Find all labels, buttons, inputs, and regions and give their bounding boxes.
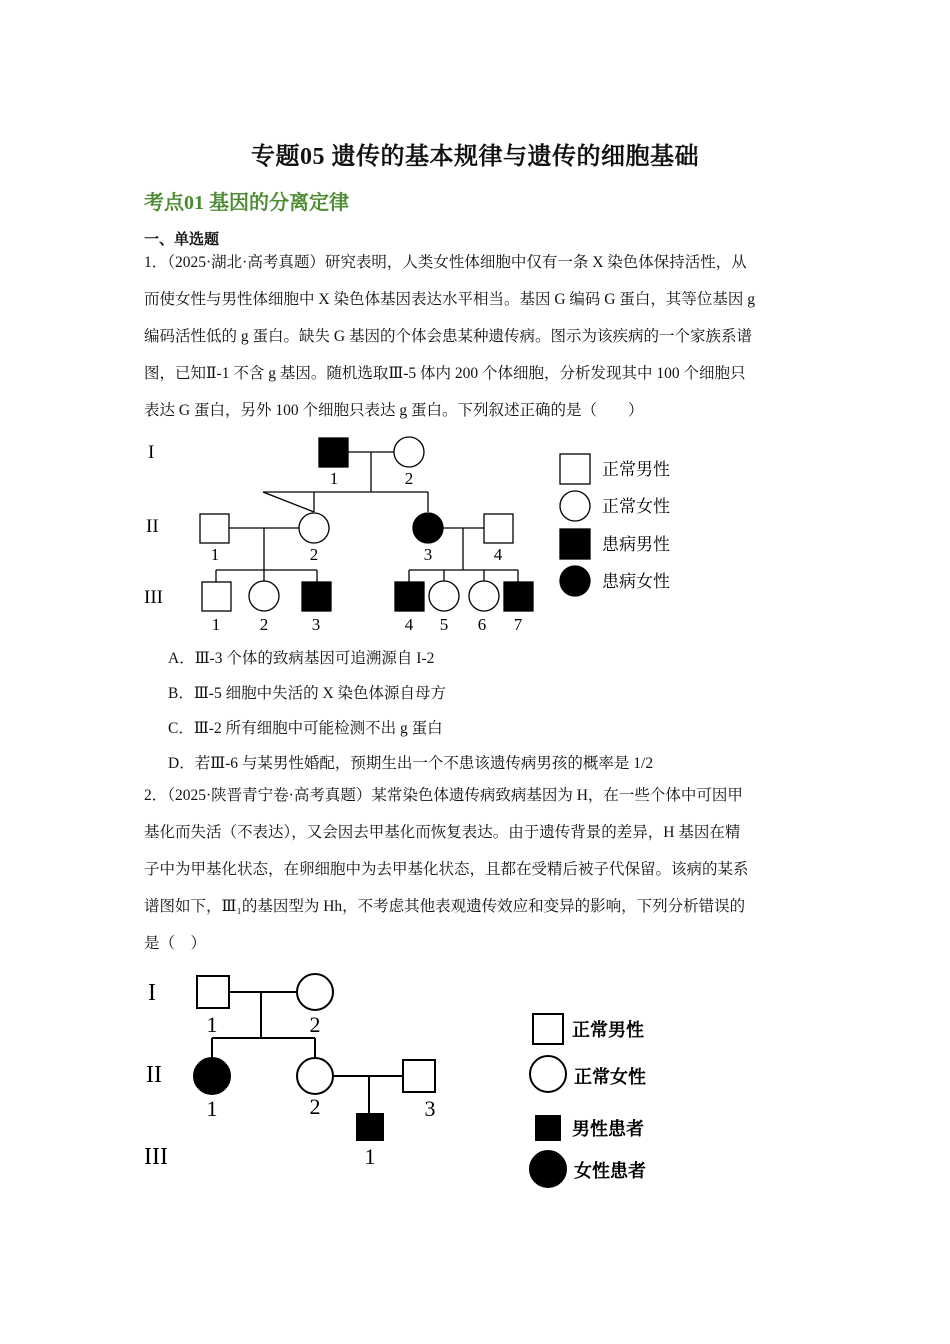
question-1-pedigree-figure bbox=[140, 430, 700, 640]
question-2-line: 2．（2025·陕晋青宁卷·高考真题）某常染色体遗传病致病基因为 H，在一些个体中可因甲 bbox=[144, 787, 743, 804]
individual-number: 1 bbox=[329, 469, 339, 488]
pedigree-normal-female bbox=[429, 581, 459, 611]
question-type-heading: 一、单选题 bbox=[144, 232, 220, 248]
pedigree-normal-male bbox=[197, 976, 229, 1008]
individual-number: 3 bbox=[311, 615, 321, 634]
individual-number: 1 bbox=[206, 1096, 218, 1121]
generation-label: II bbox=[146, 516, 159, 537]
individual-number: 1 bbox=[210, 545, 220, 564]
generation-label: III bbox=[144, 587, 163, 608]
individual-number: 2 bbox=[309, 1012, 321, 1037]
pedigree-normal-female bbox=[299, 513, 329, 543]
pedigree-normal-male bbox=[484, 514, 513, 543]
pedigree-normal-female bbox=[394, 437, 424, 467]
individual-number: 1 bbox=[364, 1144, 376, 1169]
legend-normal-male-symbol bbox=[533, 1014, 563, 1044]
option-b: B．Ⅲ-5 细胞中失活的 X 染色体源自母方 bbox=[168, 685, 447, 702]
individual-number: 2 bbox=[309, 1094, 321, 1119]
option-c: C．Ⅲ-2 所有细胞中可能检测不出 g 蛋白 bbox=[168, 720, 443, 737]
generation-label: II bbox=[146, 1062, 162, 1088]
individual-number: 5 bbox=[439, 615, 449, 634]
question-1-line: 图，已知Ⅱ-1 不含 g 基因。随机选取Ⅲ-5 体内 200 个体细胞，分析发现其中 100 个细胞只 bbox=[144, 365, 746, 382]
legend-normal-female-symbol bbox=[530, 1056, 566, 1092]
individual-number: 2 bbox=[309, 545, 319, 564]
question-1-stem bbox=[144, 244, 809, 429]
pedigree-affected-female bbox=[413, 513, 443, 543]
individual-number: 1 bbox=[206, 1012, 218, 1037]
question-2-line: 谱图如下，Ⅲ₁的基因型为 Hh，不考虑其他表观遗传效应和变异的影响，下列分析错误的 bbox=[144, 898, 746, 915]
pedigree-normal-male bbox=[200, 514, 229, 543]
legend-label: 正常男性 bbox=[602, 460, 670, 480]
individual-number: 3 bbox=[423, 545, 433, 564]
option-a: A．Ⅲ-3 个体的致病基因可追溯源自 I-2 bbox=[168, 650, 435, 667]
legend-label: 女性患者 bbox=[574, 1161, 646, 1182]
individual-number: 6 bbox=[477, 615, 487, 634]
option-d: D．若Ⅲ-6 与某男性婚配，预期生出一个不患该遗传病男孩的概率是 1/2 bbox=[168, 755, 654, 772]
individual-number: 2 bbox=[404, 469, 414, 488]
individual-number: 3 bbox=[424, 1096, 436, 1121]
question-2-line: 基化而失活（不表达），又会因去甲基化而恢复表达。由于遗传背景的差异，H 基因在精 bbox=[144, 824, 741, 841]
legend-label: 正常男性 bbox=[572, 1020, 644, 1041]
question-2-stem bbox=[144, 777, 809, 962]
legend-affected-female-symbol bbox=[530, 1151, 566, 1187]
legend-affected-male-symbol bbox=[560, 529, 590, 559]
legend-normal-male-symbol bbox=[560, 454, 590, 484]
question-1-line: 而使女性与男性体细胞中 X 染色体基因表达水平相当。基因 G 编码 G 蛋白，其等位基因 g bbox=[144, 291, 755, 308]
legend-label: 正常女性 bbox=[574, 1067, 646, 1088]
legend-affected-female-symbol bbox=[560, 566, 590, 596]
individual-number: 4 bbox=[404, 615, 414, 634]
pedigree-normal-female bbox=[297, 974, 333, 1010]
pedigree-affected-male bbox=[504, 582, 533, 611]
pedigree-affected-male bbox=[302, 582, 331, 611]
question-1-line: 1．（2025·湖北·高考真题）研究表明，人类女性体细胞中仅有一条 X 染色体保持活性，从 bbox=[144, 254, 747, 271]
pedigree-normal-male bbox=[403, 1060, 435, 1092]
legend-affected-male-symbol bbox=[536, 1116, 560, 1140]
pedigree-affected-female bbox=[194, 1058, 230, 1094]
pedigree-normal-female bbox=[469, 581, 499, 611]
pedigree-normal-male bbox=[202, 582, 231, 611]
question-2-line: 是（ ） bbox=[144, 935, 207, 952]
legend-label: 患病男性 bbox=[602, 535, 670, 555]
generation-label: I bbox=[148, 980, 156, 1006]
pedigree-normal-female bbox=[297, 1058, 333, 1094]
legend-normal-female-symbol bbox=[560, 491, 590, 521]
legend-label: 患病女性 bbox=[602, 572, 670, 592]
individual-number: 1 bbox=[211, 615, 221, 634]
question-1-line: 表达 G 蛋白，另外 100 个细胞只表达 g 蛋白。下列叙述正确的是（ ） bbox=[144, 402, 644, 419]
document-title: 专题05 遗传的基本规律与遗传的细胞基础 bbox=[251, 144, 699, 170]
question-1-line: 编码活性低的 g 蛋白。缺失 G 基因的个体会患某种遗传病。图示为该疾病的一个家族系谱 bbox=[144, 328, 752, 345]
legend-label: 男性患者 bbox=[572, 1119, 644, 1140]
generation-label: I bbox=[148, 442, 155, 463]
individual-number: 2 bbox=[259, 615, 269, 634]
pedigree-affected-male bbox=[395, 582, 424, 611]
question-2-pedigree-figure bbox=[140, 966, 680, 1194]
individual-number: 7 bbox=[513, 615, 523, 634]
pedigree-affected-male bbox=[357, 1114, 383, 1140]
legend-label: 正常女性 bbox=[602, 497, 670, 517]
question-2-line: 子中为甲基化状态，在卵细胞中为去甲基化状态，且都在受精后被子代保留。该病的某系 bbox=[144, 861, 749, 878]
section-title: 考点01 基因的分离定律 bbox=[144, 192, 349, 214]
individual-number: 4 bbox=[493, 545, 503, 564]
pedigree-normal-female bbox=[249, 581, 279, 611]
generation-label: III bbox=[144, 1144, 168, 1170]
pedigree-affected-male bbox=[319, 438, 348, 467]
